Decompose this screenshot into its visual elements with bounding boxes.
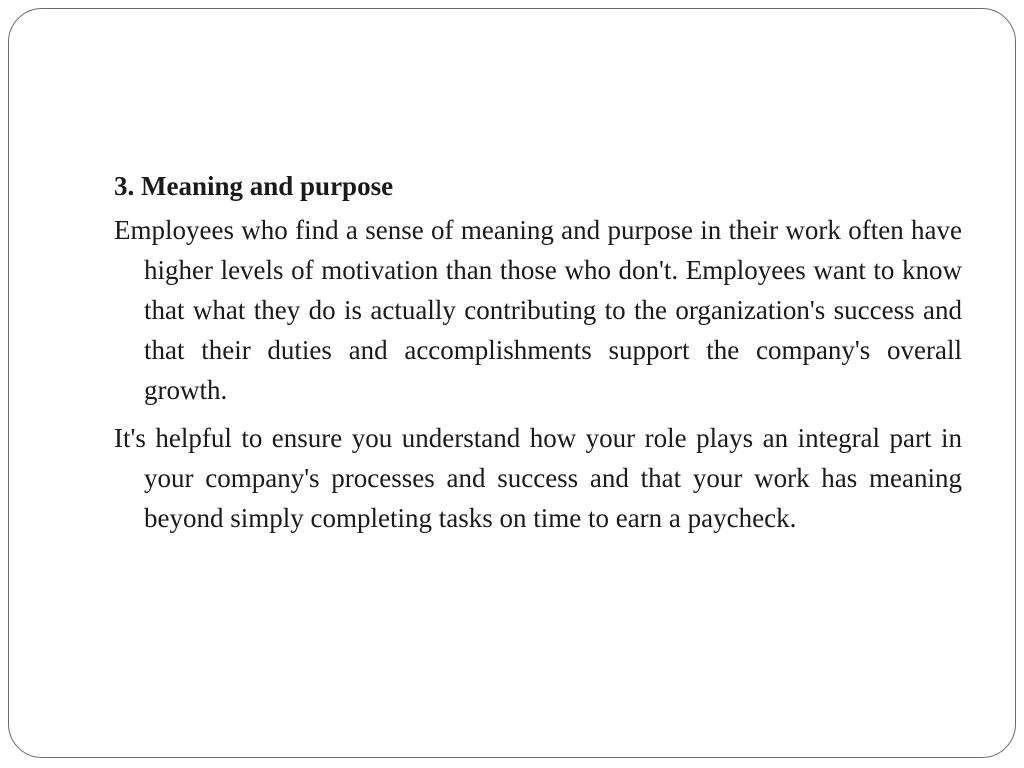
paragraph-meaning: Employees who find a sense of meaning and purpose in their work often have higher levels of motivation than those who don't. Employees want to know that what they do is actually contributing to the organization's success and that their duties and accomplishments support the company's overall growth.	[114, 215, 962, 405]
slide-content	[114, 166, 962, 538]
paragraph-role: It's helpful to ensure you understand how your role plays an integral part in your company's processes and success and that your work has meaning beyond simply completing tasks on time to earn a paycheck.	[114, 423, 962, 533]
slide-heading: 3. Meaning and purpose	[114, 171, 394, 201]
